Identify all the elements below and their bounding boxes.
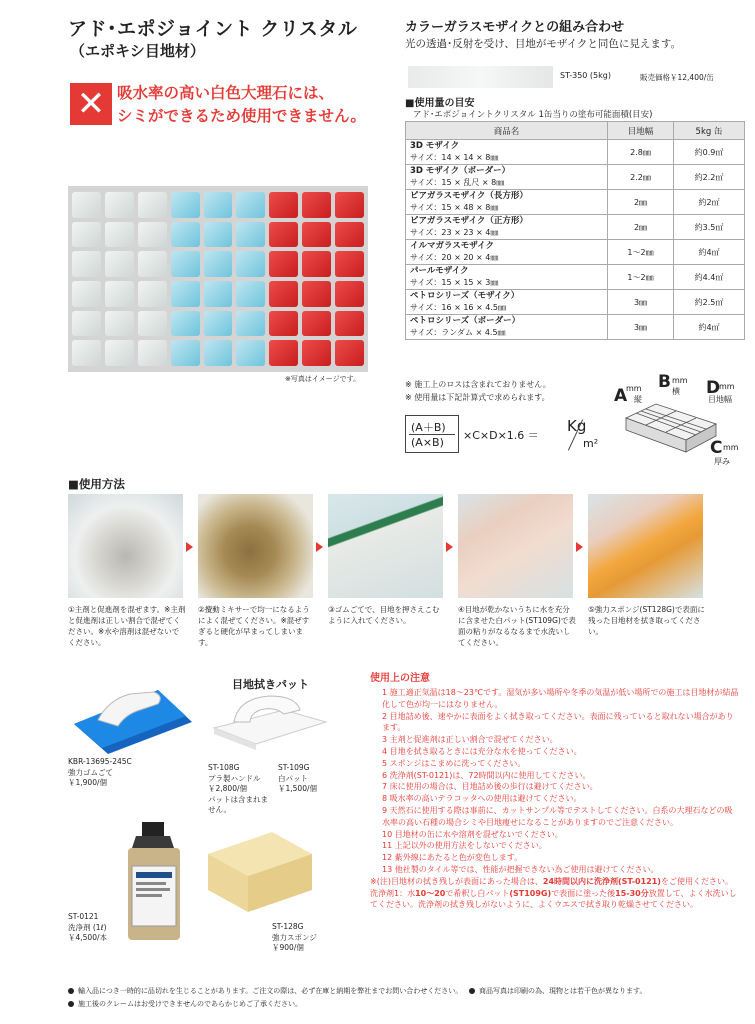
mosaic-tile [204, 192, 233, 218]
formula-numerator: (A＋B) [411, 421, 446, 434]
cell-joint-width: 2㎜ [608, 190, 674, 215]
cleaner-name: 洗浄剤 (1ℓ) [68, 922, 107, 932]
diagram-mm-d: mm [719, 382, 735, 391]
note-item: 9 天然石に使用する際は事前に、カットサンプル等でテストしてください。白系の大理石などの吸水率の高い石種の場合シミや目地痩せになることがありますのでご注意ください。 [382, 805, 733, 827]
method-heading: ■使用方法 [68, 477, 125, 491]
mosaic-tile [302, 222, 331, 248]
step-2-photo [198, 494, 313, 598]
table-row [406, 265, 745, 290]
cell-joint-width: 3㎜ [608, 290, 674, 315]
diagram-mm-a: mm [626, 384, 642, 393]
mosaic-tile [335, 222, 364, 248]
cell-product [406, 140, 608, 165]
cell-area: 約3.5㎡ [674, 215, 745, 240]
product-name: 3D モザイク [410, 141, 460, 151]
handle-code: ST-108G [208, 763, 240, 772]
product-name: ピアガラスモザイク（正方形） [410, 216, 528, 226]
warning-line-1: 吸水率の高い白色大理石には、 [117, 84, 335, 102]
cell-joint-width: 2.2㎜ [608, 165, 674, 190]
mosaic-tile [302, 281, 331, 307]
col-header-joint-width: 目地幅 [608, 122, 674, 140]
product-name: ピアガラスモザイク（長方形） [410, 191, 528, 201]
mosaic-tile [72, 251, 101, 277]
footer [68, 985, 748, 1011]
mosaic-tile [269, 311, 298, 337]
notes-items [370, 687, 740, 876]
color-swatch [408, 66, 553, 88]
loss-note-1: ※ 施工上のロスは含まれておりません。 [405, 380, 551, 389]
cell-product [406, 265, 608, 290]
notes-heading: 使用上の注意 [370, 673, 430, 684]
rubber-trowel-image [68, 682, 196, 754]
mosaic-tile [269, 340, 298, 366]
table-row [406, 290, 745, 315]
table-row [406, 315, 745, 340]
sponge-price: ￥900/個 [272, 943, 304, 952]
handle-price: ￥2,800/個 [208, 784, 247, 793]
mosaic-tile [236, 222, 265, 248]
mosaic-tile [236, 340, 265, 366]
cleaner-price: ￥4,500/本 [68, 933, 107, 942]
notes-list [370, 687, 740, 911]
product-size: サイズ：23 × 23 × 4㎜ [410, 228, 499, 237]
sponge-name: 強力スポンジ [272, 932, 317, 942]
notes-final-bold-4: 15-30分 [615, 888, 649, 898]
step-1-text: ①主剤と促進剤を混ぜます。※主剤と促進剤は正しい割合で混ぜてください。※水や溶剤は混ぜないでください。 [68, 605, 186, 647]
cell-area: 約2.5㎡ [674, 290, 745, 315]
notes-final [370, 876, 740, 911]
page-title: アド･エポジョイント クリスタル [68, 18, 358, 40]
cell-joint-width: 1〜2㎜ [608, 265, 674, 290]
note-item: 11 上記以外の使用方法をしないでください。 [382, 841, 547, 851]
note-item: 6 洗浄剤(ST-0121)は、72時間以内に使用してください。 [382, 770, 591, 780]
note-item: 13 他社製のタイル等では、性能が把握できない為ご使用は避けてください。 [382, 864, 659, 874]
arrow-icon [446, 542, 453, 552]
mosaic-tile [105, 192, 134, 218]
mosaic-tile [72, 311, 101, 337]
mosaic-tile [171, 222, 200, 248]
notes-final-bold-3: (ST109G) [509, 888, 552, 898]
mosaic-tile [105, 251, 134, 277]
tile-grid [68, 186, 368, 372]
mosaic-tile [138, 192, 167, 218]
pad-name: 白パット [278, 773, 308, 783]
notes-final-bold-1: 24時間以内に洗浄剤(ST-0121) [542, 876, 661, 886]
product-name: パールモザイク [410, 266, 469, 276]
combo-description: 光の透過･反射を受け、目地がモザイクと同色に見えます。 [405, 38, 682, 50]
handle-name: プラ製ハンドル [208, 773, 261, 783]
cell-product [406, 165, 608, 190]
x-icon: ✕ [70, 83, 112, 125]
note-item: 10 目地材の缶に水や溶剤を混ぜないでください。 [382, 829, 563, 839]
note-item: 12 紫外線にあたると色が変色します。 [382, 853, 523, 863]
usage-table [405, 121, 745, 340]
note-item: 8 吸水率の高いテラコッタへの使用は避けてください。 [382, 794, 582, 804]
mosaic-tile [105, 311, 134, 337]
cleaner-code: ST-0121 [68, 912, 99, 921]
mosaic-tile [72, 340, 101, 366]
cell-product [406, 315, 608, 340]
mosaic-tile [72, 281, 101, 307]
formula-unit-kg: Kg [567, 417, 587, 435]
cell-area: 約2.2㎡ [674, 165, 745, 190]
table-row [406, 215, 745, 240]
mosaic-tile [236, 281, 265, 307]
usage-formula [405, 415, 605, 455]
usage-heading: ■使用量の目安 [405, 98, 475, 109]
table-header-row [406, 122, 745, 140]
mosaic-tile [302, 192, 331, 218]
table-row [406, 140, 745, 165]
product-size: サイズ：15 × 乱尺 × 8㎜ [410, 178, 505, 187]
mosaic-tile [72, 192, 101, 218]
cell-area: 約4㎡ [674, 315, 745, 340]
trowel-name: 強力ゴムごて [68, 767, 113, 777]
diagram-label-a: A [614, 386, 628, 406]
mosaic-tile [236, 192, 265, 218]
tile-photo [68, 186, 368, 372]
warning-text [117, 82, 377, 128]
mosaic-tile [204, 222, 233, 248]
trowel-label [68, 757, 132, 789]
step-1-photo [68, 494, 183, 598]
swatch-code: ST-350 (5kg) [560, 71, 611, 80]
mosaic-tile [335, 251, 364, 277]
mosaic-tile [335, 311, 364, 337]
sponge-image [204, 824, 316, 920]
note-item: 3 主剤と促進剤は正しい割合で混ぜてください。 [382, 735, 558, 745]
table-row [406, 190, 745, 215]
cell-area: 約4.4㎡ [674, 265, 745, 290]
diagram-sub-c: 厚み [714, 457, 730, 466]
trowel-price: ￥1,900/個 [68, 778, 107, 787]
product-size: サイズ：15 × 48 × 8㎜ [410, 203, 499, 212]
mosaic-tile [204, 340, 233, 366]
product-size: サイズ：ランダム × 4.5㎜ [410, 328, 506, 337]
mosaic-tile [105, 222, 134, 248]
product-size: サイズ：15 × 15 × 3㎜ [410, 278, 499, 287]
diagram-sub-d: 目地幅 [708, 395, 732, 404]
loss-note [405, 378, 551, 404]
combo-title: カラーガラスモザイクとの組み合わせ [405, 20, 625, 35]
mosaic-tile [204, 281, 233, 307]
diagram-mm-b: mm [672, 376, 688, 385]
arrow-icon [576, 542, 583, 552]
diagram-label-d: D [706, 378, 721, 398]
footer-line-2 [68, 998, 748, 1011]
mosaic-tile [335, 340, 364, 366]
product-name: ペトロシリーズ（モザイク） [410, 291, 520, 301]
page-subtitle: （エポキシ目地材） [70, 42, 205, 60]
formula-unit-m2: m² [583, 437, 599, 450]
cell-product [406, 215, 608, 240]
mosaic-tile [171, 251, 200, 277]
product-name: 3D モザイク（ボーダー） [410, 166, 511, 176]
trowel-code: KBR-13695-245C [68, 757, 132, 766]
cell-product [406, 240, 608, 265]
formula-rest: ×C×D×1.6 ＝ [463, 429, 539, 442]
cell-joint-width: 1〜2㎜ [608, 240, 674, 265]
product-size: サイズ：20 × 20 × 4㎜ [410, 253, 499, 262]
handle-label [208, 763, 268, 816]
cell-product [406, 290, 608, 315]
mosaic-tile [204, 251, 233, 277]
step-2-text: ②攪動ミキサーで均一になるようによく混ぜてください。※混ぜすぎると硬化が早まってしまいます。 [198, 605, 310, 647]
mosaic-tile [236, 311, 265, 337]
usage-subheading: アド･エポジョイントクリスタル 1缶当りの塗布可能面積(目安) [413, 110, 653, 120]
sponge-code: ST-128G [272, 922, 304, 931]
cell-product [406, 190, 608, 215]
diagram-label-c: C [710, 438, 723, 458]
product-size: サイズ：16 × 16 × 4.5㎜ [410, 303, 507, 312]
mosaic-tile [302, 340, 331, 366]
step-3-photo [328, 494, 443, 598]
mosaic-tile [105, 281, 134, 307]
pad-code: ST-109G [278, 763, 310, 772]
sponge-label [272, 922, 317, 954]
footer-text-1b: 商品写真は印刷の為、現物とは若干色が異なります。 [479, 987, 647, 995]
footer-text-2: 施工後のクレームはお受けできませんのであらかじめご了承ください。 [78, 1000, 302, 1008]
mosaic-tile [138, 340, 167, 366]
mosaic-tile [269, 222, 298, 248]
diagram-sub-a: 縦 [634, 395, 642, 404]
notes-final-bold-2: 10〜20 [415, 888, 446, 898]
cell-joint-width: 2.8㎜ [608, 140, 674, 165]
notes-final-end: 放置して、よく水洗いしてください。洗浄剤の拭き残しがないように、よくウエスで拭き取り乾燥させてください。 [370, 888, 737, 910]
cell-area: 約0.9㎡ [674, 140, 745, 165]
warning-line-2: シミができるため使用できません。 [117, 107, 366, 125]
note-item: 7 床に使用の場合は、目地詰め後の歩行は避けてください。 [382, 782, 598, 792]
step-3-text: ③ゴムごてで、目地を押さえこむように入れてください。 [328, 605, 440, 625]
mosaic-tile [72, 222, 101, 248]
loss-note-2: ※ 使用量は下記計算式で求められます。 [405, 393, 550, 402]
mosaic-tile [269, 281, 298, 307]
step-4-text: ④目地が乾かないうちに水を充分に含ませた白パット(ST109G)で表面の粘りがなるなるまで水洗いしてください。 [458, 605, 576, 647]
diagram-mm-c: mm [723, 443, 739, 452]
mosaic-tile [138, 281, 167, 307]
pad-handle-image [210, 692, 330, 752]
col-header-product: 商品名 [406, 122, 608, 140]
mosaic-tile [236, 251, 265, 277]
swatch-price: 販売価格￥12,400/缶 [640, 73, 714, 82]
mosaic-tile [302, 311, 331, 337]
mosaic-tile [335, 192, 364, 218]
mosaic-tile [171, 311, 200, 337]
pad-title: 目地拭きパット [232, 678, 309, 691]
diagram-sub-b: 横 [672, 387, 680, 396]
arrow-icon [316, 542, 323, 552]
bullet-icon [68, 1001, 74, 1007]
formula-fraction-line [409, 434, 455, 435]
mosaic-tile [138, 222, 167, 248]
pad-price: ￥1,500/個 [278, 784, 317, 793]
footer-line-1 [68, 985, 748, 998]
product-name: イルマガラスモザイク [410, 241, 494, 251]
note-item: 5 スポンジはこまめに洗ってください。 [382, 758, 526, 768]
notes-final-mid-2: で希釈し白パット [445, 888, 510, 898]
notes-final-mid-1: をご使用ください。洗浄剤1：水 [370, 876, 733, 898]
bullet-icon [68, 988, 74, 994]
mosaic-tile [138, 311, 167, 337]
formula-denominator: (A×B) [411, 436, 444, 449]
mosaic-tile [269, 251, 298, 277]
mosaic-tile [269, 192, 298, 218]
product-name: ペトロシリーズ（ボーダー） [410, 316, 521, 326]
cell-area: 約4㎡ [674, 240, 745, 265]
table-row [406, 240, 745, 265]
cell-joint-width: 3㎜ [608, 315, 674, 340]
tile-dimension-diagram [612, 372, 742, 467]
note-item: 2 目地詰め後、速やかに表面をよく拭き取ってください。表面に残っていると取れない場合があります。 [382, 711, 734, 733]
cleaner-label [68, 912, 107, 944]
mosaic-tile [138, 251, 167, 277]
photo-note: ※写真はイメージです。 [285, 375, 361, 383]
diagram-label-b: B [658, 372, 671, 392]
pad-label [278, 763, 317, 795]
cell-area: 約2㎡ [674, 190, 745, 215]
notes-final-mid-3: で表面に塗った後 [551, 888, 616, 898]
handle-note: パットは含まれません。 [208, 794, 268, 814]
cell-joint-width: 2㎜ [608, 215, 674, 240]
mosaic-tile [171, 281, 200, 307]
cleaner-bottle-image [112, 818, 196, 944]
mosaic-tile [204, 311, 233, 337]
footer-text-1: 輸入品につき一時的に品切れを生じることがあります。ご注文の際は、必ず在庫と納期を弊社までお問い合わせください。 [78, 987, 463, 995]
step-5-text: ⑤強力スポンジ(ST128G)で表面に残った目地材を拭き取ってください。 [588, 605, 705, 636]
mosaic-tile [335, 281, 364, 307]
notes-final-prefix: ※(注)目地材の拭き残しが表面にあった場合は、 [370, 876, 543, 886]
col-header-area: 5kg 缶 [674, 122, 745, 140]
bullet-icon [469, 988, 475, 994]
table-row [406, 165, 745, 190]
arrow-icon [186, 542, 193, 552]
note-item: 1 施工適正気温は18〜23℃です。湿気が多い場所や冬季の気温が低い場所での施工は目地材が結晶化して色が均一にはなりません。 [382, 688, 739, 709]
mosaic-tile [302, 251, 331, 277]
product-size: サイズ：14 × 14 × 8㎜ [410, 153, 499, 162]
note-item: 4 目地を拭き取るときには充分な水を使ってください。 [382, 746, 582, 756]
step-5-photo [588, 494, 703, 598]
mosaic-tile [105, 340, 134, 366]
step-4-photo [458, 494, 573, 598]
mosaic-tile [171, 340, 200, 366]
mosaic-tile [171, 192, 200, 218]
